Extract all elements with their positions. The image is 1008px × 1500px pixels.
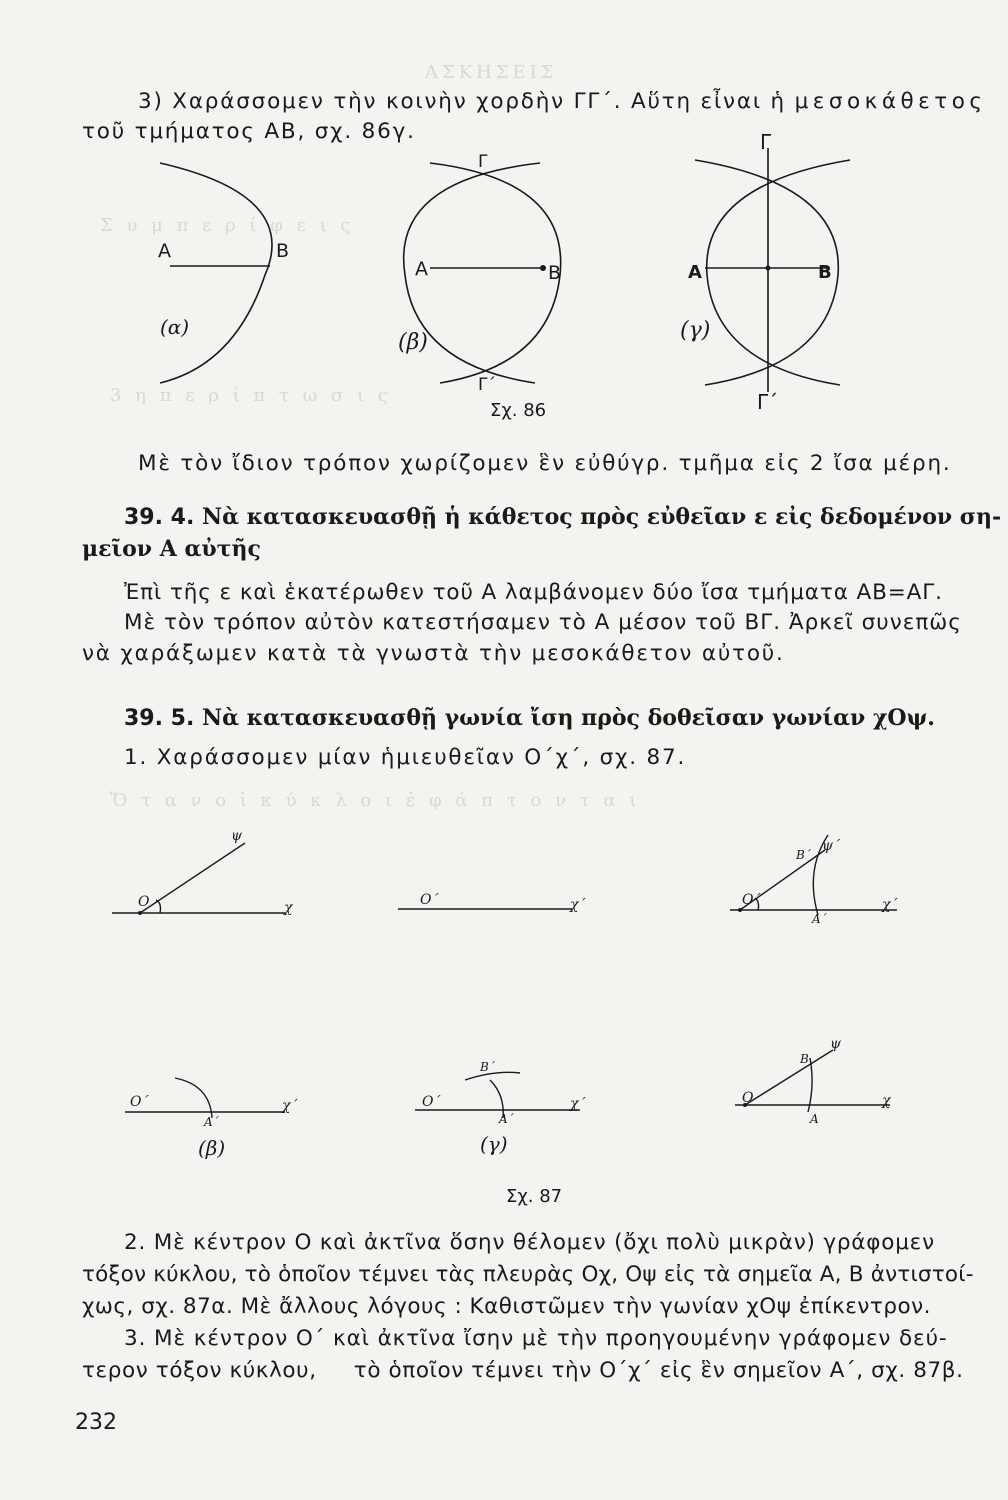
fig87-2-label-o: Ο΄ [420, 892, 439, 908]
fig86c-label-b: Β [818, 262, 832, 283]
paragraph-equal-parts: Μὲ τὸν ἴδιον τρόπον χωρίζομεν ἓν εὐθύγρ. τμῆμα εἰς 2 ἴσα μέρη. [138, 451, 952, 476]
page-number: 232 [75, 1410, 117, 1435]
fig87-4-label-a: Α΄ [204, 1115, 219, 1129]
fig86b-label-g: Γ [478, 152, 488, 172]
fig87-6-ray-y [745, 1050, 833, 1105]
fig87-6-label-a: Α [810, 1112, 819, 1126]
section-39-4-heading-line2: μεῖον Α αὐτῆς [82, 536, 261, 562]
fig86-caption: Σχ. 86 [490, 400, 547, 421]
fig86b-tag: (β) [398, 330, 428, 355]
fig87-2-label-x: χ΄ [570, 897, 586, 913]
section-39-5-step3-line1: 3. Μὲ κέντρον Ο΄ καὶ ἀκτῖνα ἴσην μὲ τὴν προηγουμένην γράφομεν δεύ- [124, 1326, 948, 1351]
bleed-through-line: Ὅ τ α ν ο ἱ κ ύ κ λ ο ι ἐ φ ά π τ ο ν τ α ι [110, 790, 641, 811]
perpendicular-bisector-term: μεσοκάθετος [794, 89, 987, 114]
fig87-3-label-x: χ΄ [882, 897, 898, 913]
fig87-6-arc [808, 1058, 812, 1112]
section-39-5-step2-line2: τόξον κύκλου, τὸ ὁποῖον τέμνει τὰς πλευρὰς Οχ, Οψ εἰς τὰ σημεῖα Α, Β ἀντιστοί- [82, 1262, 974, 1287]
fig86b-label-g-prime: Γ΄ [478, 375, 496, 395]
section-title: Νὰ κατασκευασθῇ γωνία ἴση πρὸς δοθεῖσαν γωνίαν χΟψ. [201, 705, 935, 731]
fig86b-label-a: Α [415, 258, 428, 280]
fig87-6-label-x: χ [882, 1093, 891, 1109]
section-title: Νὰ κατασκευασθῇ ἡ κάθετος πρὸς εὐθεῖαν ε εἰς δεδομένον ση- [201, 504, 1002, 530]
fig87-1-label-x: χ [284, 900, 293, 916]
fig87-5-tag: (γ) [480, 1132, 508, 1156]
section-39-5-step2-line3: χως, σχ. 87α. Μὲ ἄλλους λόγους : Καθιστῶμεν τὴν γωνίαν χΟψ ἐπίκεντρον. [82, 1294, 931, 1319]
fig87-6-label-o: Ο [742, 1090, 754, 1106]
section-39-5-step3-line2: τερον τόξον κύκλου, τὸ ὁποῖον τέμνει τὴν Ο΄χ΄ εἰς ἓν σημεῖον Α΄, σχ. 87β. [82, 1358, 964, 1383]
fig87-4-label-x: χ΄ [282, 1098, 298, 1114]
fig87-4-label-o: Ο΄ [130, 1094, 149, 1110]
fig87-3-label-o: Ο΄ [742, 892, 761, 908]
fig86c-tag: (γ) [680, 318, 711, 343]
fig87-5-label-x: χ΄ [570, 1096, 586, 1112]
fig86c-label-g: Γ [760, 130, 772, 154]
fig87-6-label-y: ψ [830, 1036, 841, 1052]
fig86c-label-g-prime: Γ΄ [757, 390, 779, 414]
fig87-caption: Σχ. 87 [506, 1186, 563, 1207]
fig87-1-ray-y [140, 843, 245, 913]
fig86a-tag: (α) [160, 315, 190, 339]
section-39-4-text-line1: Ἐπὶ τῆς ε καὶ ἑκατέρωθεν τοῦ Α λαμβάνομεν δύο ἴσα τμήματα ΑΒ=ΑΓ. [124, 580, 943, 605]
fig86a-label-b: Β [276, 240, 290, 262]
fig87-3-label-y: ψ΄ [822, 838, 840, 854]
text: 3) Χαράσσομεν τὴν κοινὴν χορδὴν ΓΓ΄. Αὕτη εἶναι ἡ [138, 89, 795, 114]
fig86c-label-a: Α [688, 262, 702, 283]
fig86b-label-b: Β [548, 262, 562, 284]
fig87-4-tag: (β) [198, 1136, 226, 1160]
fig87-3-label-b: Β΄ [796, 848, 811, 862]
fig87-5-label-o: Ο΄ [422, 1094, 441, 1110]
fig86a-label-a: Α [158, 240, 171, 262]
bleed-through-line: Σ υ μ π ε ρ ί φ ε ι ς [100, 215, 355, 236]
fig87-5-label-b: Β΄ [480, 1060, 495, 1074]
section-39-4-text-line2: Μὲ τὸν τρόπον αὐτὸν κατεστήσαμεν τὸ Α μέσον τοῦ ΒΓ. Ἀρκεῖ συνεπῶς [124, 610, 962, 635]
fig87-6-label-b: Β [800, 1052, 809, 1066]
section-number: 39. 4. [124, 505, 195, 530]
bleed-through-heading: ΑΣΚΗΣΕΙΣ [425, 62, 558, 83]
fig87-1-label-o: Ο [138, 894, 150, 910]
bleed-through-line: 3 η π ε ρ ί π τ ω σ ι ς [110, 385, 392, 406]
fig87-1-vertex [138, 911, 142, 915]
section-number: 39. 5. [124, 706, 195, 731]
paragraph-chord-line2: τοῦ τμήματος ΑΒ, σχ. 86γ. [82, 119, 416, 144]
fig87-5-label-a: Α΄ [499, 1112, 514, 1126]
section-39-5-step2-line1: 2. Μὲ κέντρον Ο καὶ ἀκτῖνα ὅσην θέλομεν (ὄχι πολὺ μικρὰν) γράφομεν [124, 1230, 935, 1255]
section-39-4-text-line3: νὰ χαράξωμεν κατὰ τὰ γνωστὰ τὴν μεσοκάθετον αὐτοῦ. [82, 641, 785, 666]
section-39-5-step1: 1. Χαράσσομεν μίαν ἡμιευθεῖαν Ο΄χ΄, σχ. 87. [124, 745, 687, 770]
fig87-1-label-y: ψ [231, 828, 242, 844]
fig87-3-vertex [738, 908, 742, 912]
fig87-3-label-a: Α΄ [812, 912, 827, 926]
